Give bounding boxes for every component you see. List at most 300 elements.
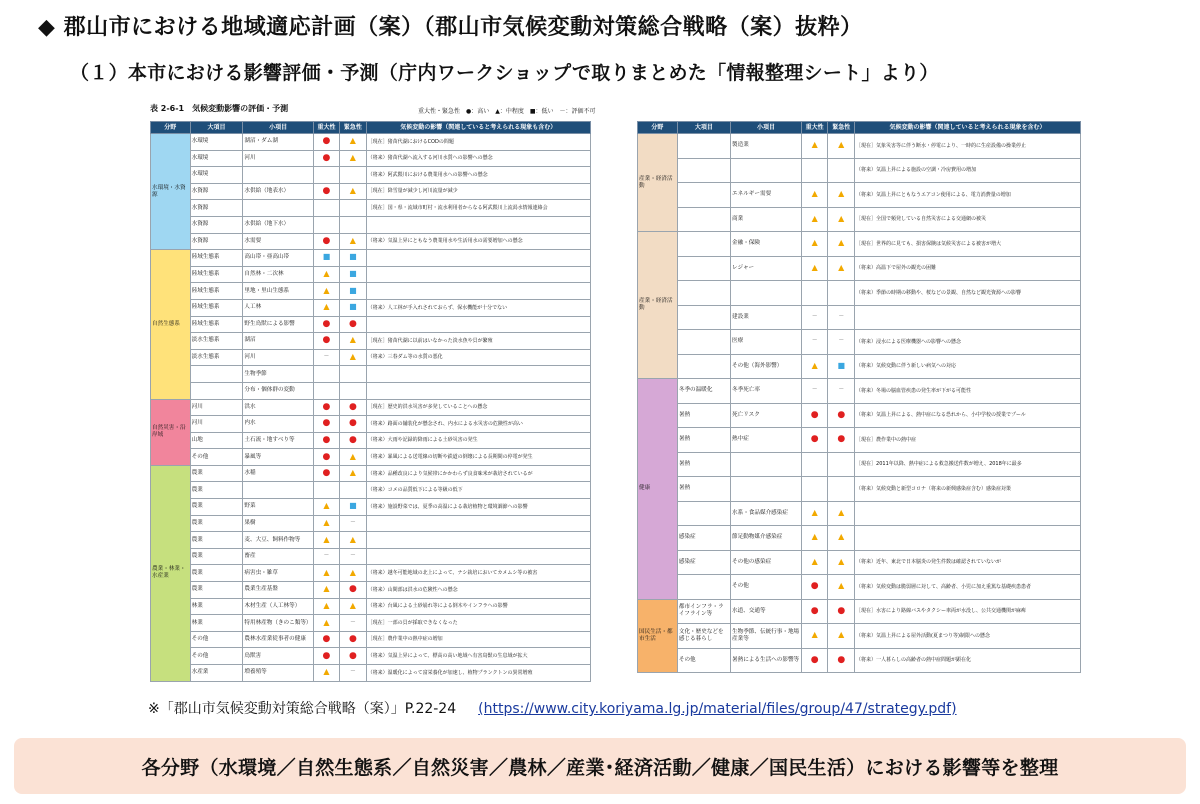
page-title: ◆ 郡山市における地域適応計画（案）（郡山市気候変動対策総合戦略（案）抜粋） [38, 15, 863, 40]
urgency-cell [828, 232, 855, 257]
major-item-cell: 暑熱 [677, 403, 730, 428]
urgency-cell [828, 379, 855, 404]
impact-description-cell [855, 501, 1081, 526]
table-row [638, 281, 1081, 306]
impact-description-cell: （将来）コメの品質低下による等級の低下 [366, 482, 590, 499]
importance-cell [313, 333, 339, 350]
orange-triangle-icon: ▲ [323, 517, 330, 527]
column-header: 分野 [638, 122, 678, 134]
major-item-cell: 淡水生態系 [190, 349, 243, 366]
table-row [151, 565, 591, 582]
impact-description-cell: ［現在］気象災害等に伴う断水・停電により、一時的に生産設備の操業停止 [855, 134, 1081, 159]
orange-triangle-icon: ▲ [811, 507, 818, 517]
importance-cell [801, 281, 828, 306]
major-item-cell: 水環境 [190, 150, 243, 167]
table-row [151, 665, 591, 682]
table-row [151, 283, 591, 300]
importance-cell [801, 134, 828, 159]
table-row [638, 403, 1081, 428]
table-row [151, 499, 591, 516]
table-row [638, 379, 1081, 404]
red-circle-icon: ● [348, 650, 357, 661]
major-item-cell [677, 501, 730, 526]
importance-cell [313, 548, 339, 565]
red-circle-icon: ● [810, 409, 819, 420]
urgency-cell [340, 449, 366, 466]
urgency-cell [828, 526, 855, 551]
impact-description-cell [366, 366, 590, 383]
table-row [151, 449, 591, 466]
impact-description-cell [366, 532, 590, 549]
orange-triangle-icon: ▲ [323, 501, 330, 511]
red-circle-icon: ● [810, 654, 819, 665]
orange-triangle-icon: ▲ [323, 617, 330, 627]
importance-cell [313, 449, 339, 466]
table-row [638, 305, 1081, 330]
impact-table [637, 121, 1081, 673]
urgency-cell [340, 299, 366, 316]
table-row [151, 416, 591, 433]
table-row [638, 501, 1081, 526]
minor-item-cell: 水需要 [243, 233, 313, 250]
urgency-cell [340, 499, 366, 516]
impact-description-cell: （将来）気温上昇による屋外活動(夏まつり等)制限への懸念 [855, 624, 1081, 649]
table-row [151, 615, 591, 632]
table-row [151, 648, 591, 665]
major-item-cell: 農業 [190, 565, 243, 582]
major-item-cell [677, 575, 730, 600]
major-item-cell [190, 382, 243, 399]
source-link[interactable]: (https://www.city.koriyama.lg.jp/material/files/group/47/strategy.pdf) [478, 701, 957, 717]
orange-triangle-icon: ▲ [323, 534, 330, 544]
urgency-cell [340, 167, 366, 184]
red-circle-icon: ● [348, 318, 357, 329]
major-item-cell: 淡水生態系 [190, 333, 243, 350]
major-item-cell [677, 256, 730, 281]
major-item-cell: 暑熱 [677, 477, 730, 502]
urgency-cell [340, 548, 366, 565]
major-item-cell [677, 183, 730, 208]
orange-triangle-icon: ▲ [838, 238, 845, 248]
impact-description-cell: （将来）暴風による送電線の切断や鉄道の倒壊による長期間の停電が発生 [366, 449, 590, 466]
major-item-cell: 水資源 [190, 183, 243, 200]
urgency-cell [340, 665, 366, 682]
impact-table-right [637, 121, 1081, 681]
orange-triangle-icon: ▲ [349, 235, 356, 245]
urgency-cell [828, 330, 855, 355]
importance-cell [313, 515, 339, 532]
urgency-cell [340, 515, 366, 532]
impact-description-cell [366, 216, 590, 233]
orange-triangle-icon: ▲ [349, 335, 356, 345]
impact-description-cell: （将来）温暖化によって富栄養化が加速し、植物プランクトンの異常増殖 [366, 665, 590, 682]
urgency-cell [340, 134, 366, 151]
urgency-cell [828, 501, 855, 526]
importance-cell [801, 330, 828, 355]
impact-description-cell: （将来）気温上昇によって、標高の高い地域へ有害鳥獣の生息域が拡大 [366, 648, 590, 665]
importance-cell [801, 158, 828, 183]
urgency-cell [340, 432, 366, 449]
minor-item-cell: 土石流・地すべり等 [243, 432, 313, 449]
major-item-cell: 水産業 [190, 665, 243, 682]
orange-triangle-icon: ▲ [838, 189, 845, 199]
importance-cell [313, 183, 339, 200]
red-circle-icon: ● [322, 186, 331, 197]
table-row [638, 624, 1081, 649]
urgency-cell [828, 575, 855, 600]
red-circle-icon: ● [322, 451, 331, 462]
urgency-cell [828, 599, 855, 624]
dash-icon: － [811, 387, 818, 394]
importance-cell [313, 366, 339, 383]
minor-item-cell: 商業 [731, 207, 802, 232]
major-item-cell: その他 [190, 449, 243, 466]
importance-cell [801, 648, 828, 673]
importance-cell [801, 207, 828, 232]
column-header: 重大性 [801, 122, 828, 134]
minor-item-cell [243, 167, 313, 184]
column-header: 気候変動の影響（関連していると考えられる現象も含む） [366, 122, 590, 134]
minor-item-cell: 金融・保険 [731, 232, 802, 257]
column-header: 分野 [151, 122, 191, 134]
major-item-cell: 林業 [190, 598, 243, 615]
urgency-cell [340, 183, 366, 200]
importance-cell [801, 232, 828, 257]
red-circle-icon: ● [322, 650, 331, 661]
urgency-cell [828, 183, 855, 208]
importance-cell [313, 465, 339, 482]
importance-cell [313, 582, 339, 599]
major-item-cell: その他 [190, 648, 243, 665]
major-item-cell: 農業 [190, 548, 243, 565]
table-row [151, 266, 591, 283]
orange-triangle-icon: ▲ [323, 567, 330, 577]
urgency-cell [828, 281, 855, 306]
minor-item-cell: 暑熱による生活への影響等 [731, 648, 802, 673]
major-item-cell: 陸域生態系 [190, 316, 243, 333]
table-row [638, 158, 1081, 183]
importance-cell [313, 266, 339, 283]
table-row [638, 256, 1081, 281]
table-row [151, 150, 591, 167]
impact-description-cell: ［現在］降雪量が減少し河川流量が減少 [366, 183, 590, 200]
column-header: 大項目 [190, 122, 243, 134]
dash-icon: － [350, 669, 356, 676]
category-cell: 自然生態系 [151, 250, 191, 399]
impact-description-cell: ［現在］2011年以降、熱中症による救急搬送件数が増え、2018年に最多 [855, 452, 1081, 477]
major-item-cell: 河川 [190, 399, 243, 416]
major-item-cell [677, 207, 730, 232]
importance-cell [801, 599, 828, 624]
urgency-cell [340, 349, 366, 366]
red-circle-icon: ● [810, 605, 819, 616]
minor-item-cell: その他 [731, 575, 802, 600]
minor-item-cell: 医療 [731, 330, 802, 355]
orange-triangle-icon: ▲ [811, 360, 818, 370]
major-item-cell: 陸域生態系 [190, 266, 243, 283]
table-row [151, 134, 591, 151]
dash-icon: － [350, 519, 356, 526]
urgency-cell [340, 598, 366, 615]
importance-cell [801, 624, 828, 649]
minor-item-cell: 農林水産業従事者の健康 [243, 631, 313, 648]
table-row [638, 575, 1081, 600]
orange-triangle-icon: ▲ [838, 262, 845, 272]
orange-triangle-icon: ▲ [323, 269, 330, 279]
minor-item-cell: 里地・里山生態系 [243, 283, 313, 300]
column-header: 小項目 [243, 122, 313, 134]
minor-item-cell: 水道、交通等 [731, 599, 802, 624]
major-item-cell: その他 [190, 631, 243, 648]
minor-item-cell: 暴風等 [243, 449, 313, 466]
minor-item-cell: 分布・個体群の変動 [243, 382, 313, 399]
impact-description-cell [366, 548, 590, 565]
importance-cell [313, 416, 339, 433]
orange-triangle-icon: ▲ [838, 532, 845, 542]
major-item-cell: 農業 [190, 482, 243, 499]
impact-description-cell: （将来）猪苗代湖へ流入する河川水質への影響への懸念 [366, 150, 590, 167]
major-item-cell: 山地 [190, 432, 243, 449]
importance-cell [801, 575, 828, 600]
urgency-cell [828, 403, 855, 428]
importance-cell [801, 403, 828, 428]
impact-description-cell: （将来）阿武隈川における農業用水への影響への懸念 [366, 167, 590, 184]
page-subtitle: （１）本市における影響評価・予測（庁内ワークショップで取りまとめた「情報整理シート」より） [70, 62, 939, 84]
urgency-cell [340, 316, 366, 333]
impact-description-cell: （将来）台風による土砂崩れ等による倒木やインフラへの影響 [366, 598, 590, 615]
major-item-cell: 農業 [190, 582, 243, 599]
major-item-cell: 農業 [190, 532, 243, 549]
major-item-cell: 農業 [190, 515, 243, 532]
minor-item-cell: 建設業 [731, 305, 802, 330]
minor-item-cell: 特用林産物（きのこ類等） [243, 615, 313, 632]
dash-icon: － [811, 338, 818, 345]
urgency-cell [828, 256, 855, 281]
impact-description-cell: （将来）気候変動と新型コロナ（将来の新興感染症含む）感染症対策 [855, 477, 1081, 502]
impact-description-cell [366, 250, 590, 267]
minor-item-cell: 熱中症 [731, 428, 802, 453]
urgency-cell [340, 333, 366, 350]
urgency-cell [340, 216, 366, 233]
orange-triangle-icon: ▲ [811, 262, 818, 272]
major-item-cell: 感染症 [677, 550, 730, 575]
minor-item-cell: 高山帯・亜高山帯 [243, 250, 313, 267]
major-item-cell [677, 232, 730, 257]
table-row [638, 207, 1081, 232]
impact-description-cell: （将来）気温上昇にともなうエアコン使用による、電力消費量の増加 [855, 183, 1081, 208]
importance-cell [801, 379, 828, 404]
urgency-cell [828, 477, 855, 502]
importance-cell [313, 432, 339, 449]
minor-item-cell: エネルギー需要 [731, 183, 802, 208]
orange-triangle-icon: ▲ [323, 584, 330, 594]
orange-triangle-icon: ▲ [838, 213, 845, 223]
table-row [151, 250, 591, 267]
red-circle-icon: ● [810, 434, 819, 445]
urgency-cell [828, 428, 855, 453]
table-row [638, 648, 1081, 673]
major-item-cell: 河川 [190, 416, 243, 433]
minor-item-cell: 河川 [243, 349, 313, 366]
impact-description-cell: ［現在］歴史的洪水災害が多発していることへの懸念 [366, 399, 590, 416]
summary-text: 各分野（水環境／自然生態系／自然災害／農林／産業･経済活動／健康／国民生活）における影響等を整理 [141, 756, 1059, 779]
impact-description-cell: （将来）路面の舗装化が懸念され、内水による水災害の危険性が高い [366, 416, 590, 433]
impact-table-left [150, 121, 591, 681]
orange-triangle-icon: ▲ [811, 630, 818, 640]
importance-cell [313, 482, 339, 499]
impact-description-cell: （将来）気温上昇による施設の空調・冷房費用の増加 [855, 158, 1081, 183]
category-cell: 国民生活・都市生活 [638, 599, 678, 673]
category-cell: 健康 [638, 379, 678, 600]
category-cell: 農業・林業・水産業 [151, 465, 191, 681]
importance-cell [313, 565, 339, 582]
urgency-cell [828, 158, 855, 183]
major-item-cell: 水資源 [190, 216, 243, 233]
table-row [151, 548, 591, 565]
table-row [638, 354, 1081, 379]
minor-item-cell [243, 482, 313, 499]
minor-item-cell: 製造業 [731, 134, 802, 159]
urgency-cell [340, 399, 366, 416]
red-circle-icon: ● [322, 434, 331, 445]
red-circle-icon: ● [322, 418, 331, 429]
impact-description-cell: （将来）冬場の脳血管疾患の発生率が下がる可能性 [855, 379, 1081, 404]
importance-cell [801, 354, 828, 379]
impact-description-cell: （将来）高温下で屋外の観光の困難 [855, 256, 1081, 281]
minor-item-cell [731, 452, 802, 477]
blue-square-icon: ■ [349, 252, 357, 262]
table-row [638, 452, 1081, 477]
urgency-cell [828, 354, 855, 379]
major-item-cell: 感染症 [677, 526, 730, 551]
minor-item-cell: 生物季節 [243, 366, 313, 383]
minor-item-cell: レジャー [731, 256, 802, 281]
red-circle-icon: ● [348, 634, 357, 645]
impact-description-cell: （将来）気温上昇にともなう農業用水や生活用水の需要増加への懸念 [366, 233, 590, 250]
urgency-cell [340, 465, 366, 482]
red-circle-icon: ● [322, 634, 331, 645]
minor-item-cell: 木材生産（人工林等） [243, 598, 313, 615]
source-note [148, 698, 957, 718]
urgency-cell [340, 631, 366, 648]
urgency-cell [828, 305, 855, 330]
orange-triangle-icon: ▲ [838, 581, 845, 591]
importance-cell [801, 477, 828, 502]
impact-table [150, 121, 591, 682]
orange-triangle-icon: ▲ [323, 667, 330, 677]
table-row [151, 532, 591, 549]
orange-triangle-icon: ▲ [811, 238, 818, 248]
major-item-cell [190, 366, 243, 383]
major-item-cell: 暑熱 [677, 452, 730, 477]
importance-cell [801, 183, 828, 208]
table-row [151, 299, 591, 316]
table-row [151, 349, 591, 366]
table-row [151, 333, 591, 350]
orange-triangle-icon: ▲ [349, 600, 356, 610]
major-item-cell [677, 281, 730, 306]
table-row [151, 465, 591, 482]
urgency-cell [340, 366, 366, 383]
importance-cell [313, 615, 339, 632]
red-circle-icon: ● [348, 584, 357, 595]
minor-item-cell: 内水 [243, 416, 313, 433]
column-header: 小項目 [731, 122, 802, 134]
minor-item-cell: 自然林・二次林 [243, 266, 313, 283]
impact-description-cell: ［現在］猪苗代湖におけるCODの問題 [366, 134, 590, 151]
red-circle-icon: ● [348, 434, 357, 445]
minor-item-cell: 生物季節、伝統行事・地場産業等 [731, 624, 802, 649]
red-circle-icon: ● [348, 401, 357, 412]
table-row [638, 330, 1081, 355]
importance-cell [801, 501, 828, 526]
column-header: 緊急性 [828, 122, 855, 134]
orange-triangle-icon: ▲ [323, 302, 330, 312]
importance-cell [313, 316, 339, 333]
impact-description-cell: ［現在］水害により路線バスやタクシー車両が水没し、公共交通機関が麻痺 [855, 599, 1081, 624]
importance-cell [313, 665, 339, 682]
urgency-cell [828, 550, 855, 575]
orange-triangle-icon: ▲ [323, 285, 330, 295]
minor-item-cell: 農業生産基盤 [243, 582, 313, 599]
minor-item-cell: 河川 [243, 150, 313, 167]
importance-cell [313, 382, 339, 399]
impact-description-cell: （将来）越冬可能地域の北上によって、ナシ栽培においてカメムシ等の被害 [366, 565, 590, 582]
minor-item-cell: その他の感染症 [731, 550, 802, 575]
urgency-cell [340, 200, 366, 217]
urgency-cell [828, 452, 855, 477]
red-circle-icon: ● [837, 409, 846, 420]
urgency-cell [340, 233, 366, 250]
importance-cell [313, 216, 339, 233]
category-cell: 産業・経済活動 [638, 134, 678, 232]
category-cell: 水環境・水資源 [151, 134, 191, 250]
importance-cell [313, 150, 339, 167]
red-circle-icon: ● [322, 318, 331, 329]
table-row [638, 428, 1081, 453]
major-item-cell: 陸域生態系 [190, 299, 243, 316]
major-item-cell: 水環境 [190, 167, 243, 184]
blue-square-icon: ■ [322, 252, 331, 262]
minor-item-cell: 水系・食品媒介感染症 [731, 501, 802, 526]
impact-description-cell: （将来）人工林が手入れされておらず、保水機能が十分でない [366, 299, 590, 316]
orange-triangle-icon: ▲ [838, 140, 845, 150]
major-item-cell: 林業 [190, 615, 243, 632]
orange-triangle-icon: ▲ [349, 152, 356, 162]
importance-cell [313, 200, 339, 217]
orange-triangle-icon: ▲ [323, 600, 330, 610]
minor-item-cell: 水稲 [243, 465, 313, 482]
minor-item-cell: 死亡リスク [731, 403, 802, 428]
importance-cell [313, 499, 339, 516]
column-header: 重大性 [313, 122, 339, 134]
minor-item-cell: 野菜 [243, 499, 313, 516]
table-row [151, 216, 591, 233]
urgency-cell [828, 134, 855, 159]
table-row [151, 233, 591, 250]
importance-cell [801, 305, 828, 330]
major-item-cell: 文化・歴史などを感じる暮らし [677, 624, 730, 649]
blue-square-icon: ■ [349, 302, 357, 312]
table-row [638, 526, 1081, 551]
impact-description-cell: ［現在］世界的に見ても、損害保険は気候災害による被害が増大 [855, 232, 1081, 257]
dash-icon: － [350, 553, 356, 560]
impact-description-cell: （将来）山間部は洪水の危険性への懸念 [366, 582, 590, 599]
orange-triangle-icon: ▲ [349, 186, 356, 196]
table-row [151, 366, 591, 383]
importance-cell [313, 283, 339, 300]
dash-icon: － [811, 313, 818, 320]
